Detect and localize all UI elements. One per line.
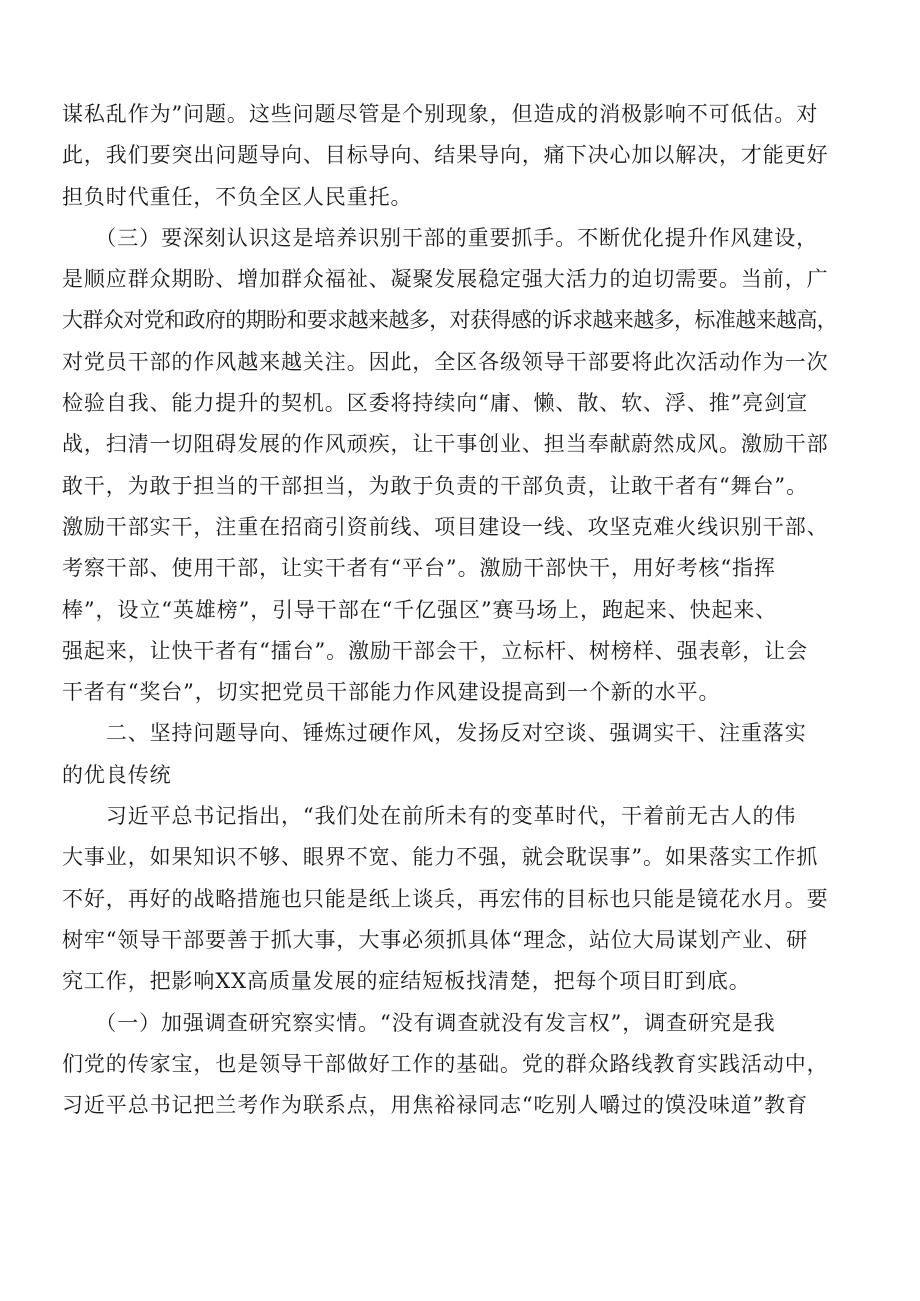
text-line: （三）要深刻认识这是培养识别干部的重要抓手。不断优化提升作风建设， bbox=[62, 225, 818, 250]
section-heading-two bbox=[62, 713, 868, 796]
text-line: 谋私乱作为”问题。这些问题尽管是个别现象，但造成的消极影响不可低估。对 bbox=[62, 102, 819, 126]
text-line: 棒”，设立“英雄榜”，引导干部在“千亿强区”赛马场上，跑起来、快起来、 bbox=[62, 597, 778, 622]
text-line: 究工作，把影响XX高质量发展的症结短板找清楚，把每个项目盯到底。 bbox=[62, 969, 751, 994]
text-line: 对党员干部的作风越来越关注。因此，全区各级领导干部要将此次活动作为一次 bbox=[62, 349, 829, 374]
paragraph-continuation bbox=[62, 94, 868, 218]
paragraph-subsection-one bbox=[62, 1003, 868, 1127]
text-line: 大群众对党和政府的期盼和要求越来越多，对获得感的诉求越来越多，标准越来越高， bbox=[62, 308, 838, 333]
text-line: 习近平总书记把兰考作为联系点，用焦裕禄同志“吃别人嚼过的馍没味道”教育 bbox=[62, 1093, 808, 1118]
paragraph-quote bbox=[62, 796, 868, 1002]
text-line: 习近平总书记指出，“我们处在前所未有的变革时代，干着前无古人的伟 bbox=[62, 804, 797, 829]
text-line: （一）加强调查研究察实情。“没有调查就没有发言权”，调查研究是我 bbox=[62, 1010, 776, 1035]
text-line: 树牢“领导干部要善于抓大事，大事必须抓具体“理念，站位大局谋划产业、研 bbox=[62, 927, 808, 952]
text-line: 干者有“奖台”，切实把党员干部能力作风建设提高到一个新的水平。 bbox=[62, 680, 721, 705]
text-line: 们党的传家宝，也是领导干部做好工作的基础。党的群众路线教育实践活动中， bbox=[62, 1051, 829, 1076]
paragraph-section-three bbox=[62, 218, 868, 714]
text-line: 激励干部实干，注重在招商引资前线、项目建设一线、攻坚克难火线识别干部、 bbox=[62, 514, 829, 539]
text-line: 此，我们要突出问题导向、目标导向、结果导向，痛下决心加以解决，才能更好 bbox=[62, 143, 829, 168]
document-body bbox=[62, 94, 868, 1126]
text-line: 大事业，如果知识不够、眼界不宽、能力不强，就会耽误事”。如果落实工作抓 bbox=[62, 845, 819, 870]
text-line: 是顺应群众期盼、增加群众福祉、凝聚发展稳定强大活力的迫切需要。当前，广 bbox=[62, 267, 829, 292]
text-line: 敢干，为敢于担当的干部担当，为敢于负责的干部负责，让敢干者有“舞台”。 bbox=[62, 473, 808, 498]
text-line: 强起来，让快干者有“擂台”。激励干部会干，立标杆、树榜样、强表彰，让会 bbox=[62, 638, 808, 663]
text-line: 的优良传统 bbox=[62, 762, 172, 787]
text-line: 战，扫清一切阻碍发展的作风顽疾，让干事创业、担当奉献蔚然成风。激励干部 bbox=[62, 432, 829, 457]
text-line: 考察干部、使用干部，让实干者有“平台”。激励干部快干，用好考核“指挥 bbox=[62, 556, 776, 581]
text-line: 不好，再好的战略措施也只能是纸上谈兵，再宏伟的目标也只能是镜花水月。要 bbox=[62, 886, 829, 911]
text-line: 担负时代重任，不负全区人民重托。 bbox=[62, 184, 413, 209]
text-line: 二、坚持问题导向、锤炼过硬作风，发扬反对空谈、强调实干、注重落实 bbox=[62, 721, 807, 746]
text-line: 检验自我、能力提升的契机。区委将持续向“庸、懒、散、软、浮、推”亮剑宣 bbox=[62, 391, 808, 416]
